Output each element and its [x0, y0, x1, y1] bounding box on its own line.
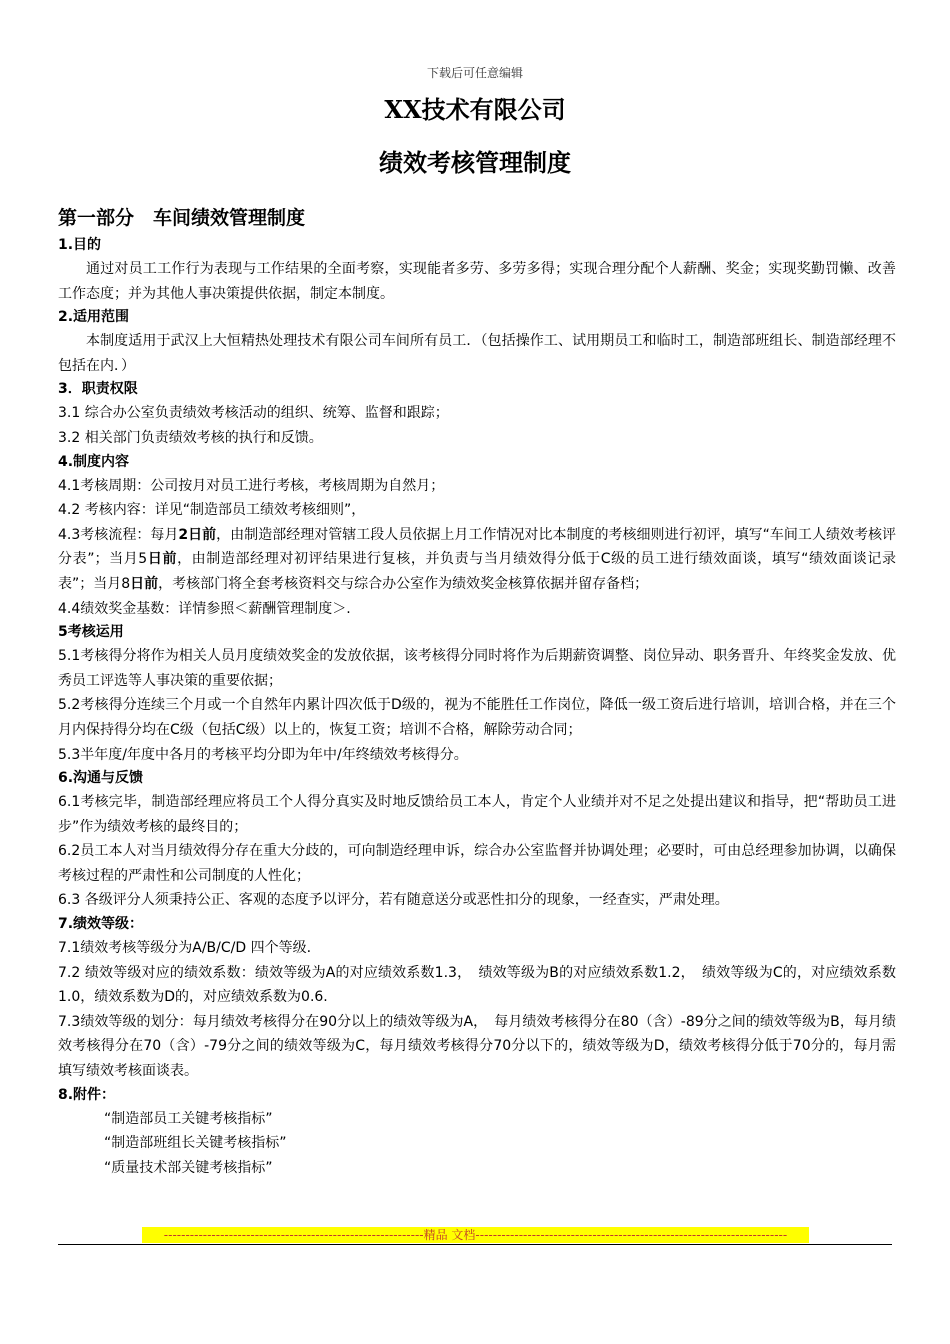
footer-rule — [58, 1244, 892, 1245]
clause-4-4: 4.4绩效奖金基数：详情参照＜薪酬管理制度＞. — [58, 600, 351, 617]
header-note: 下载后可任意编辑 — [426, 66, 523, 80]
clause-6-2: 6.2员工本人对当月绩效得分存在重大分歧的，可向制造经理申诉，综合办公室监督并协调处理；必要时，可由总经理参加协调，以确保考核过程的严肃性和公司制度的人性化； — [58, 843, 896, 884]
clause-4-3-part: 4.3考核流程：每月 — [58, 526, 179, 543]
section-text-purpose: 通过对员工工作行为表现与工作结果的全面考察，实现能者多劳、多劳多得；实现合理分配个人薪酬、奖金；实现奖勤罚懒、改善工作态度；并为其他人事决策提供依据，制定本制度。 — [58, 261, 896, 302]
attachment-item: “制造部员工关键考核指标” — [104, 1110, 273, 1127]
footer-watermark-band: ------------------------------------------------------------精品 文档------------------------------------------------------------------------ — [142, 1227, 809, 1243]
clause-4-3-bold-date: 日前 — [147, 551, 178, 568]
attachment-item: “制造部班组长关键考核指标” — [104, 1135, 287, 1152]
clause-6-3: 6.3 各级评分人须秉持公正、客观的态度予以评分，若有随意送分或恶性扣分的现象，一经查实，严肃处理。 — [58, 892, 729, 909]
clause-4-3-part: ，考核部门将全套考核资料交与综合办公室作为绩效奖金核算依据并留存备档； — [158, 575, 649, 592]
section-heading-application: 5考核运用 — [58, 624, 124, 641]
document-subtitle: 绩效考核管理制度 — [379, 148, 571, 177]
clause-4-3-bold-date: 日前 — [130, 575, 159, 592]
clause-5-2: 5.2考核得分连续三个月或一个自然年内累计四次低于D级的，视为不能胜任工作岗位，降低一级工资后进行培训，培训合格，并在三个月内保持得分均在C级（包括C级）以上的，恢复工资；培训不合格，解除劳动合同； — [58, 697, 896, 738]
clause-4-2: 4.2 考核内容：详见“制造部员工绩效考核细则”， — [58, 502, 366, 519]
clause-3-1: 3.1 综合办公室负责绩效考核活动的组织、统筹、监督和跟踪； — [58, 405, 449, 422]
section-heading-scope: 2.适用范围 — [58, 309, 130, 326]
clause-7-2: 7.2 绩效等级对应的绩效系数：绩效等级为A的对应绩效系数1.3， 绩效等级为B的对应绩效系数1.2， 绩效等级为C的，对应绩效系数1.0，绩效系数为D的，对应绩效系数为0.6. — [58, 964, 896, 1006]
section-heading-responsibility: 3．职责权限 — [58, 381, 138, 398]
clause-3-2: 3.2 相关部门负责绩效考核的执行和反馈。 — [58, 429, 323, 446]
clause-4-3-part: ，由制造部经理对管辖工段人员依据上月工作情况对比本制度的考核细则进行初评，填写“车间工人绩效考核评分表”；当月5 — [58, 526, 897, 568]
clause-5-3: 5.3半年度/年度中各月的考核平均分即为年中/年终绩效考核得分。 — [58, 746, 468, 763]
document-title: XX技术有限公司 — [384, 95, 566, 124]
clause-7-3: 7.3绩效等级的划分：每月绩效考核得分在90分以上的绩效等级为A， 每月绩效考核得分在80（含）-89分之间的绩效等级为B，每月绩效考核得分在70（含）-79分之间的绩效等级为C，每月绩效考核得分70分以下的，绩效等级为D，绩效考核得分低于70分的，每月需填写绩效考核面谈表。 — [58, 1013, 896, 1080]
section-heading-attachments: 8.附件： — [58, 1086, 116, 1103]
clause-6-1: 6.1考核完毕，制造部经理应将员工个人得分真实及时地反馈给员工本人，肯定个人业绩并对不足之处提出建议和指导，把“帮助员工进步”作为绩效考核的最终目的； — [58, 794, 896, 835]
clause-4-1: 4.1考核周期：公司按月对员工进行考核，考核周期为自然月； — [58, 477, 445, 494]
attachment-item: “质量技术部关键考核指标” — [104, 1159, 273, 1176]
section-heading-grades: 7.绩效等级： — [58, 916, 144, 933]
section-heading-content: 4.制度内容 — [58, 453, 130, 470]
section-heading-feedback: 6.沟通与反馈 — [58, 770, 144, 787]
clause-4-3-bold-date: 2日前 — [178, 526, 217, 543]
clause-4-3-part: ，由制造部经理对初评结果进行复核，并负责与当月绩效得分低于C级的员工进行绩效面谈，填写“绩效面谈记录表”；当月8 — [58, 551, 897, 592]
clause-5-1: 5.1考核得分将作为相关人员月度绩效奖金的发放依据，该考核得分同时将作为后期薪资调整、岗位异动、职务晋升、年终奖金发放、优秀员工评选等人事决策的重要依据； — [58, 648, 896, 689]
document-body — [58, 205, 896, 1180]
clause-4-3 — [58, 523, 896, 597]
part-title: 第一部分 车间绩效管理制度 — [58, 207, 306, 229]
clause-7-1: 7.1绩效考核等级分为A/B/C/D 四个等级. — [58, 940, 312, 957]
section-text-scope: 本制度适用于武汉上大恒精热处理技术有限公司车间所有员工．（包括操作工、试用期员工和临时工，制造部班组长、制造部经理不包括在内．） — [58, 333, 896, 374]
section-heading-purpose: 1.目的 — [58, 237, 102, 253]
